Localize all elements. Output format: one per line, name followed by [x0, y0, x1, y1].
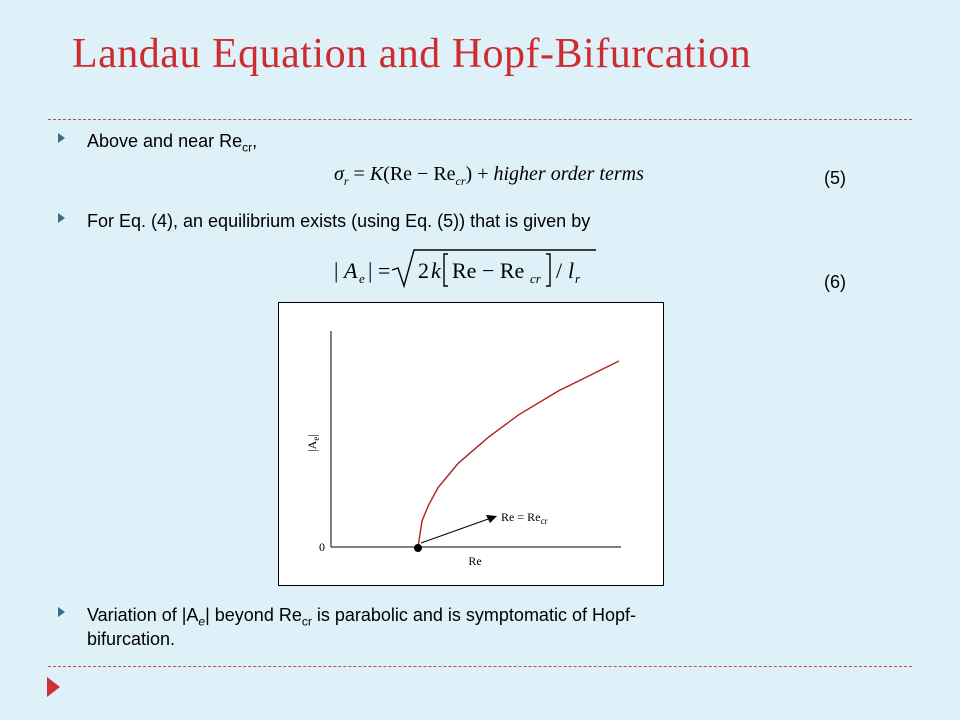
y-tick-label: 0	[319, 540, 325, 554]
svg-text:l: l	[568, 258, 575, 283]
svg-text:r: r	[575, 271, 581, 286]
svg-text:cr: cr	[530, 271, 541, 286]
x-axis-label: Re	[468, 554, 482, 568]
bullet-1-text: Above and near Re	[87, 131, 243, 151]
equation-5-label: (5)	[824, 168, 846, 188]
equation-6	[330, 246, 600, 294]
svg-text:e: e	[359, 271, 365, 286]
bullet-3-line2: bifurcation.	[87, 629, 176, 649]
bullet-arrow-icon	[58, 213, 65, 223]
bullet-3-text-b: | beyond Re	[205, 605, 302, 625]
bullet-3-sub-cr: cr	[301, 614, 312, 629]
bullet-3	[56, 602, 876, 654]
equation-6-label: (6)	[824, 272, 846, 292]
svg-text:/: /	[556, 258, 563, 283]
bullet-2-text: For Eq. (4), an equilibrium exists (using Eq. (5)) that is given by	[87, 211, 591, 231]
svg-text:|: |	[334, 258, 339, 283]
divider-top	[48, 119, 912, 120]
bullet-3-sub-e: e	[198, 614, 206, 629]
annotation-arrow	[421, 518, 491, 543]
svg-text:k: k	[431, 258, 441, 283]
bullet-3-text-a: Variation of |A	[87, 605, 199, 625]
y-axis-label: $|A_e|$	[305, 434, 321, 452]
bullet-1-sub: cr	[242, 140, 253, 155]
svg-text:Re − Re: Re − Re	[452, 258, 525, 283]
svg-text:2: 2	[418, 258, 429, 283]
svg-text:A: A	[344, 258, 358, 283]
slide-title: Landau Equation and Hopf-Bifurcation	[72, 31, 752, 77]
next-slide-icon[interactable]	[47, 677, 60, 697]
bifurcation-chart	[279, 303, 663, 585]
annotation-label: $Re = Re_{cr}$	[501, 510, 548, 526]
svg-text:| =: | =	[368, 258, 391, 283]
critical-point-marker	[414, 544, 422, 552]
bullet-arrow-icon	[58, 133, 65, 143]
equation-5: $\sigma_r = K(Re - Re_{cr})$ + higher order terms	[334, 163, 644, 188]
bullet-arrow-icon	[58, 607, 65, 617]
divider-bottom	[48, 666, 912, 667]
bullet-3-text-c: is parabolic and is symptomatic of Hopf-	[311, 605, 636, 625]
chart-frame	[278, 302, 664, 586]
bullet-1-suffix: ,	[252, 131, 258, 151]
